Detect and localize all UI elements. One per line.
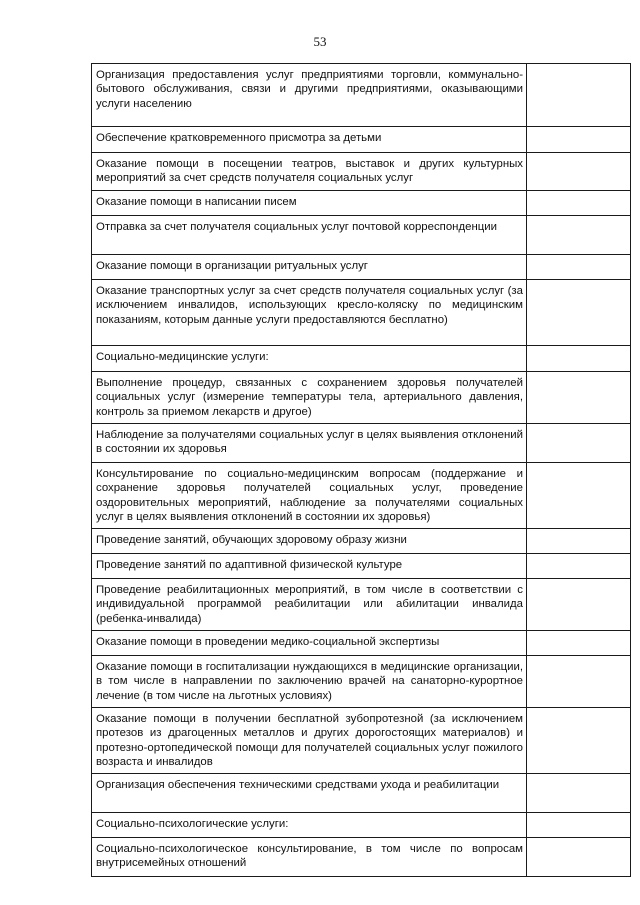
service-name-cell [92, 255, 527, 280]
service-name: Проведение занятий по адаптивной физической культуре [96, 559, 403, 571]
table-row [92, 280, 631, 346]
service-name: Оказание помощи в посещении театров, выставок и других культурных мероприятий за счет средств получателя социальных услуг [96, 158, 523, 185]
service-name-cell [92, 631, 527, 656]
service-name: Проведение занятий, обучающих здоровому образу жизни [96, 534, 407, 546]
table-row [92, 579, 631, 631]
services-table [91, 63, 631, 877]
value-cell [527, 127, 631, 153]
service-name-cell [92, 127, 527, 153]
service-name: Выполнение процедур, связанных с сохранением здоровья получателей социальных услуг (измерение температуры тела, артериального давления, контроль за приемом лекарств и другое) [96, 377, 523, 418]
table-row [92, 216, 631, 255]
section-heading: Социально-медицинские услуги: [96, 351, 269, 363]
service-name-cell [92, 280, 527, 346]
service-name-cell [92, 656, 527, 708]
section-heading: Социально-психологические услуги: [96, 818, 289, 830]
table-row [92, 554, 631, 579]
page-number: 53 [313, 34, 327, 49]
table-row [92, 656, 631, 708]
value-cell [527, 774, 631, 813]
service-name: Отправка за счет получателя социальных услуг почтовой корреспонденции [96, 221, 497, 233]
value-cell [527, 708, 631, 774]
service-name-cell [92, 463, 527, 529]
value-cell [527, 554, 631, 579]
service-name: Оказание помощи в написании писем [96, 196, 297, 208]
service-name-cell [92, 774, 527, 813]
table-row [92, 127, 631, 153]
service-name: Оказание помощи в проведении медико-социальной экспертизы [96, 636, 440, 648]
table-row [92, 191, 631, 216]
value-cell [527, 153, 631, 191]
service-name-cell [92, 424, 527, 463]
value-cell [527, 838, 631, 877]
table-row [92, 529, 631, 554]
service-name: Обеспечение кратковременного присмотра за детьми [96, 132, 382, 144]
service-name-cell [92, 372, 527, 424]
value-cell [527, 424, 631, 463]
value-cell [527, 64, 631, 127]
value-cell [527, 346, 631, 372]
value-cell [527, 372, 631, 424]
service-name: Оказание помощи в получении бесплатной зубопротезной (за исключением протезов из драгоценных металлов и других дорогостоящих материалов) и протезно-ортопедической помощи для получателей социальных услуг пожилого возраста и инвалидов [96, 713, 523, 769]
service-name-cell [92, 708, 527, 774]
service-name-cell [92, 579, 527, 631]
value-cell [527, 656, 631, 708]
table-row [92, 424, 631, 463]
value-cell [527, 216, 631, 255]
service-name: Наблюдение за получателями социальных услуг в целях выявления отклонений в состоянии их здоровья [96, 429, 523, 456]
table-row [92, 153, 631, 191]
value-cell [527, 529, 631, 554]
table-row [92, 64, 631, 127]
service-name-cell [92, 529, 527, 554]
service-name: Консультирование по социально-медицинским вопросам (поддержание и сохранение здоровья получателей социальных услуг, проведение оздоровительных мероприятий, наблюдение за получателями социальных услуг в целях выявления отклонений в состоянии их здоровья) [96, 468, 523, 524]
table-row [92, 255, 631, 280]
service-name: Социально-психологическое консультирование, в том числе по вопросам внутрисемейных отношений [96, 843, 523, 870]
service-name-cell [92, 64, 527, 127]
service-name-cell [92, 216, 527, 255]
value-cell [527, 631, 631, 656]
value-cell [527, 255, 631, 280]
table-row [92, 838, 631, 877]
table-row [92, 631, 631, 656]
table-row [92, 346, 631, 372]
table-row [92, 813, 631, 838]
service-name: Оказание транспортных услуг за счет средств получателя социальных услуг (за исключением инвалидов, использующих кресло-коляску по медицинским показаниям, которым данные услуги предоставляются бесплатно) [96, 285, 523, 326]
service-name-cell [92, 191, 527, 216]
service-name-cell [92, 838, 527, 877]
value-cell [527, 280, 631, 346]
service-name-cell [92, 554, 527, 579]
service-name: Организация обеспечения техническими средствами ухода и реабилитации [96, 779, 500, 791]
service-name: Организация предоставления услуг предприятиями торговли, коммунально-бытового обслуживания, связи и другими предприятиями, оказывающими услуги населению [96, 69, 523, 110]
service-name: Проведение реабилитационных мероприятий, в том числе в соответствии с индивидуальной программой реабилитации или абилитации инвалида (ребенка-инвалида) [96, 584, 523, 625]
section-heading-cell [92, 346, 527, 372]
value-cell [527, 191, 631, 216]
section-heading-cell [92, 813, 527, 838]
value-cell [527, 579, 631, 631]
table-row [92, 774, 631, 813]
service-name-cell [92, 153, 527, 191]
service-name: Оказание помощи в госпитализации нуждающихся в медицинские организации, в том числе в направлении по заключению врачей на санаторно-курортное лечение (в том числе на льготных условиях) [96, 661, 523, 702]
table-row [92, 708, 631, 774]
services-table-body [92, 64, 631, 877]
service-name: Оказание помощи в организации ритуальных услуг [96, 260, 368, 272]
value-cell [527, 463, 631, 529]
table-row [92, 372, 631, 424]
value-cell [527, 813, 631, 838]
table-row [92, 463, 631, 529]
